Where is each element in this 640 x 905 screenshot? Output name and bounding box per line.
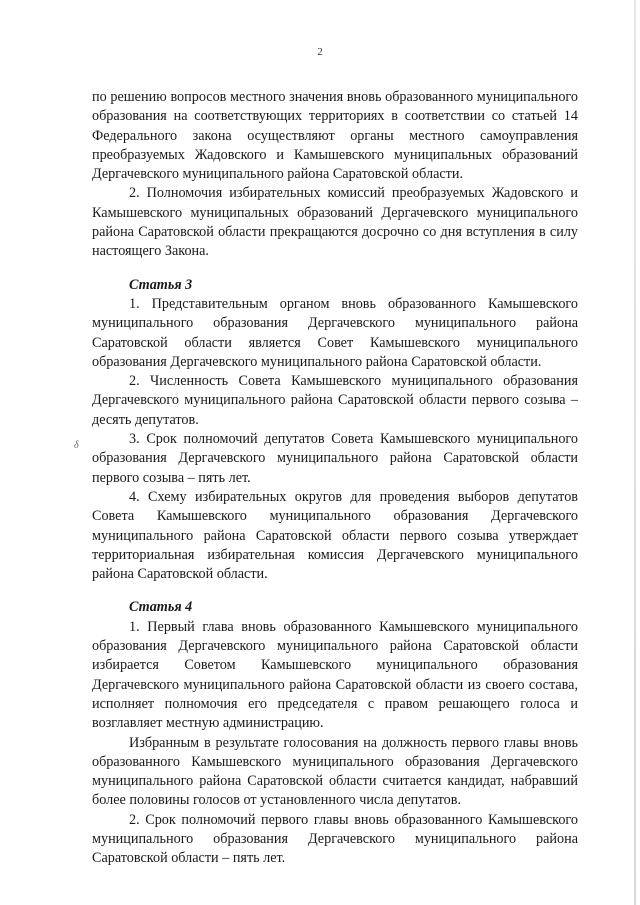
intro-paragraph-1: по решению вопросов местного значения вновь образованного муниципального образования на соответствующих территориях в соответствии со статьей 14 Федерального закона осуществляют органы местного самоуправления преобразуемых Жадовского и Камышевского муниципальных образований Дергачевского муниципального района Саратовской области.: [92, 89, 578, 183]
margin-mark: δ: [74, 440, 79, 451]
article-3-paragraph-4: 4. Схему избирательных округов для проведения выборов депутатов Совета Камышевского муниципального образования Дергачевского муниципального района Саратовской области первого созыва утверждает территориальная избирательная комиссия Дергачевского муниципального района Саратовской области.: [92, 488, 578, 583]
article-3-paragraph-2: 2. Численность Совета Камышевского муниципального образования Дергачевского муниципального района Саратовской области первого созыва – десять депутатов.: [92, 373, 578, 428]
article-3-paragraph-1: 1. Представительным органом вновь образованного Камышевского муниципального образования Дергачевского муниципального района Саратовской области является Совет Камышевского муниципального образования Дергачевского муниципального района Саратовской области.: [92, 295, 578, 370]
article-4-paragraph-2: Избранным в результате голосования на должность первого главы вновь образованного Камышевского муниципального образования Дергачевского муниципального района Саратовской области считается кандидат, набравший более половины голосов от установленного числа депутатов.: [92, 734, 578, 809]
page-number: 2: [317, 46, 323, 58]
intro-paragraph-2: 2. Полномочия избирательных комиссий преобразуемых Жадовского и Камышевского муниципальных образований Дергачевского муниципального района Саратовской области прекращаются досрочно со дня вступления в силу настоящего Закона.: [92, 185, 578, 260]
page-edge-shadow: [634, 0, 636, 905]
article-4-title: Статья 4: [129, 599, 193, 616]
document-body: [92, 88, 578, 869]
article-4-paragraph-1: 1. Первый глава вновь образованного Камышевского муниципального образования Дергачевского муниципального района Саратовской области избирается Советом Камышевского муниципального образования Дергачевского муниципального района Саратовской области из своего состава, исполняет полномочия его председателя с правом решающего голоса и возглавляет местную администрацию.: [92, 618, 578, 732]
article-4-paragraph-3: 2. Срок полномочий первого главы вновь образованного Камышевского муниципального образования Дергачевского муниципального района Саратовской области – пять лет.: [92, 811, 578, 867]
article-3-paragraph-3: 3. Срок полномочий депутатов Совета Камышевского муниципального образования Дергачевского муниципального района Саратовской области первого созыва – пять лет.: [92, 431, 578, 486]
article-3-title: Статья 3: [129, 276, 193, 293]
